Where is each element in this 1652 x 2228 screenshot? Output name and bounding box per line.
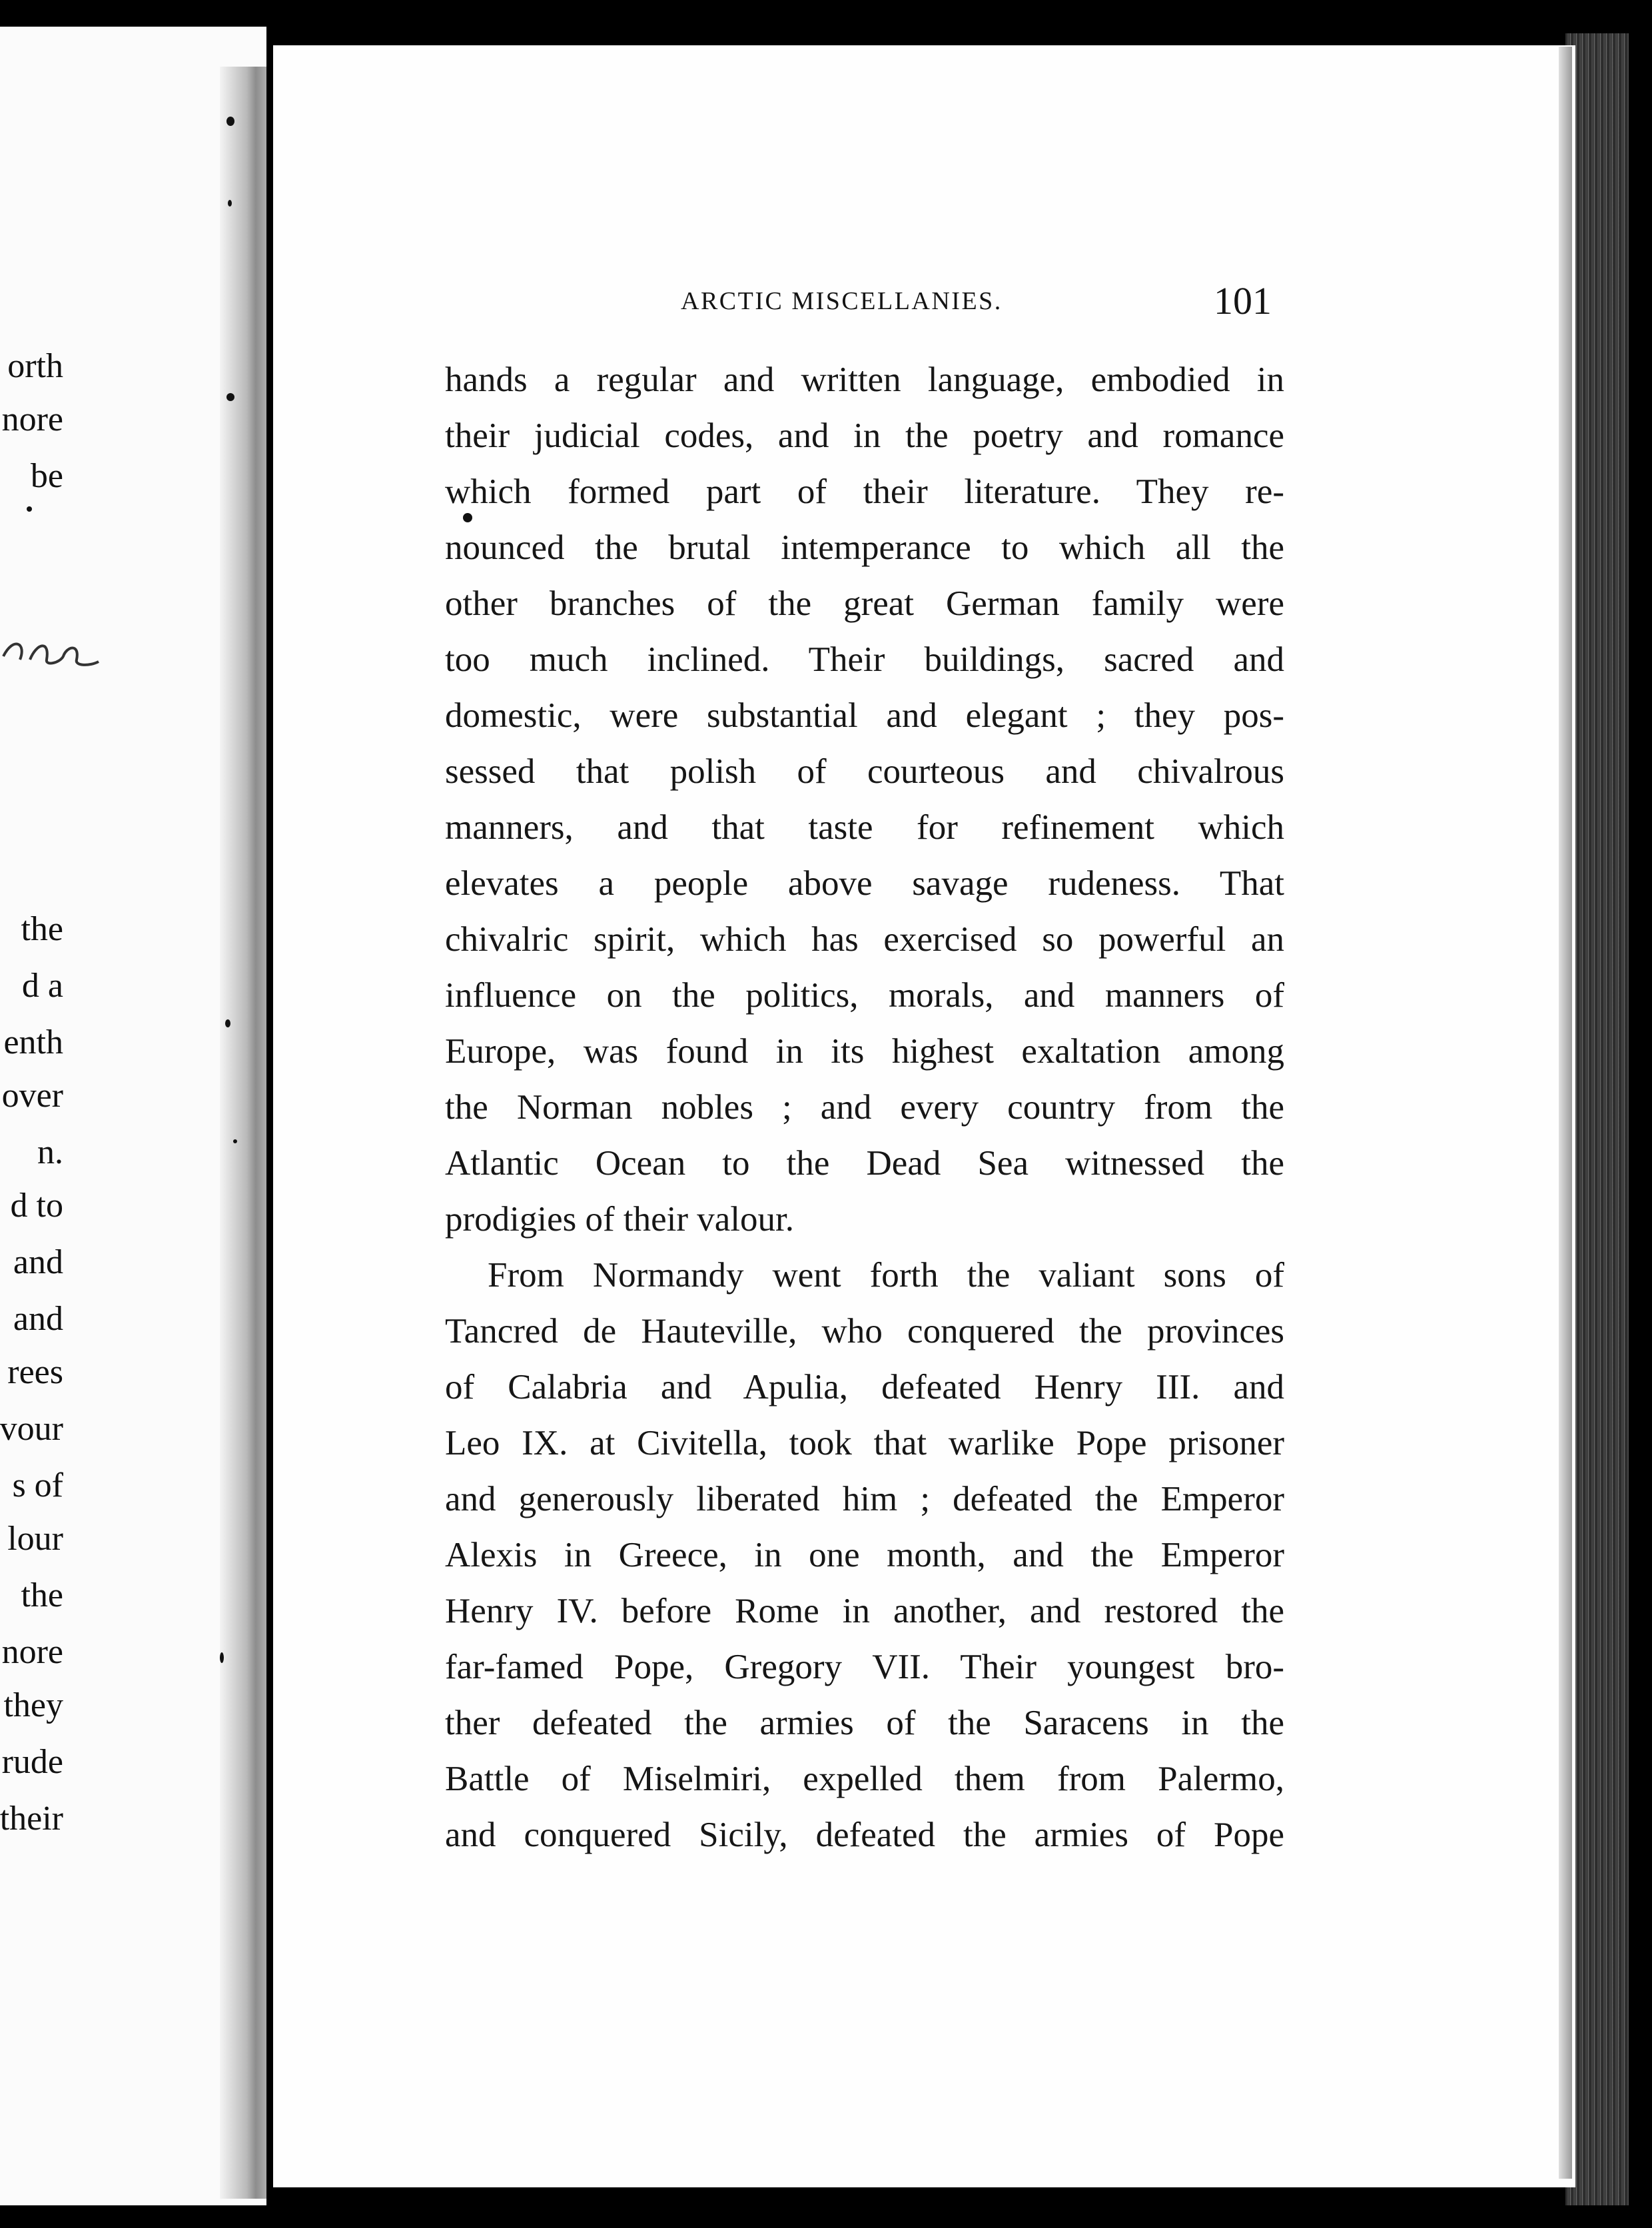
body-line: Alexis in Greece, in one month, and the Emperor [445, 1536, 1284, 1574]
body-line: influence on the politics, morals, and manners of [445, 976, 1284, 1015]
body-line: far-famed Pope, Gregory VII. Their youngest bro- [445, 1648, 1284, 1686]
body-line: of Calabria and Apulia, defeated Henry III. and [445, 1368, 1284, 1406]
body-line: too much inclined. Their buildings, sacred and [445, 640, 1284, 679]
body-line: chivalric spirit, which has exercised so powerful an [445, 920, 1284, 959]
left-page-line: orth [7, 347, 63, 385]
running-head: ARCTIC MISCELLANIES. [681, 287, 1003, 315]
page-header [681, 278, 1280, 321]
body-line: From Normandy went forth the valiant sons of [488, 1256, 1284, 1295]
body-line: and generously liberated him ; defeated the Emperor [445, 1480, 1284, 1518]
left-page-line: rude [1, 1743, 63, 1781]
page-number: 101 [1214, 279, 1272, 322]
speck [220, 1652, 224, 1663]
handwritten-mark [0, 630, 100, 676]
body-line: Battle of Miselmiri, expelled them from Palermo, [445, 1760, 1284, 1798]
body-line: prodigies of their valour. [445, 1200, 794, 1239]
speck [27, 506, 32, 512]
speck [228, 200, 232, 207]
scan-bottom-border [0, 2205, 1652, 2228]
body-line: ther defeated the armies of the Saracens in the [445, 1704, 1284, 1742]
body-line: nounced the brutal intemperance to which all the [445, 528, 1284, 567]
body-line: Henry IV. before Rome in another, and restored the [445, 1592, 1284, 1630]
left-page-line: n. [37, 1133, 63, 1171]
left-page-line: over [1, 1077, 63, 1115]
left-page-line: and [13, 1243, 63, 1281]
body-line: Atlantic Ocean to the Dead Sea witnessed the [445, 1144, 1284, 1183]
body-line: the Norman nobles ; and every country from the [445, 1088, 1284, 1127]
left-page-line: enth [3, 1023, 63, 1061]
speck [233, 1139, 237, 1143]
left-page-line: nore [1, 1633, 63, 1671]
body-line: other branches of the great German family were [445, 584, 1284, 623]
body-line: their judicial codes, and in the poetry and romance [445, 416, 1284, 455]
body-line: and conquered Sicily, defeated the armies of Pope [445, 1816, 1284, 1854]
body-line: Europe, was found in its highest exaltation among [445, 1032, 1284, 1071]
speck [225, 1019, 230, 1027]
left-page-line: lour [7, 1520, 63, 1558]
body-line: domestic, were substantial and elegant ; they pos- [445, 696, 1284, 735]
left-page-line: be [30, 457, 63, 495]
body-line: Tancred de Hauteville, who conquered the provinces [445, 1312, 1284, 1351]
left-page-line: vour [0, 1410, 63, 1448]
left-page-line: d a [21, 967, 63, 1005]
left-page-line: rees [7, 1353, 63, 1391]
left-page-line: d to [10, 1187, 63, 1225]
speck [463, 513, 472, 522]
page-edge-shadow [1559, 47, 1572, 2179]
left-page-line: the [21, 910, 63, 948]
left-page-line: nore [1, 400, 63, 438]
body-line: manners, and that taste for refinement which [445, 808, 1284, 847]
left-page-line: their [0, 1800, 63, 1838]
left-page-line: they [3, 1686, 63, 1724]
body-line: sessed that polish of courteous and chivalrous [445, 752, 1284, 791]
left-page-line: s of [12, 1466, 63, 1504]
speck [226, 393, 234, 401]
body-line: elevates a people above savage rudeness. That [445, 864, 1284, 903]
body-line: hands a regular and written language, embodied in [445, 360, 1284, 399]
left-page-line: and [13, 1300, 63, 1338]
speck [226, 117, 234, 126]
body-line: Leo IX. at Civitella, took that warlike Pope prisoner [445, 1424, 1284, 1462]
left-page-line: the [21, 1576, 63, 1614]
body-text [445, 352, 1284, 1863]
left-page [0, 27, 266, 2219]
left-page-gutter-shadow [220, 67, 266, 2199]
body-line: which formed part of their literature. They re- [445, 472, 1284, 511]
